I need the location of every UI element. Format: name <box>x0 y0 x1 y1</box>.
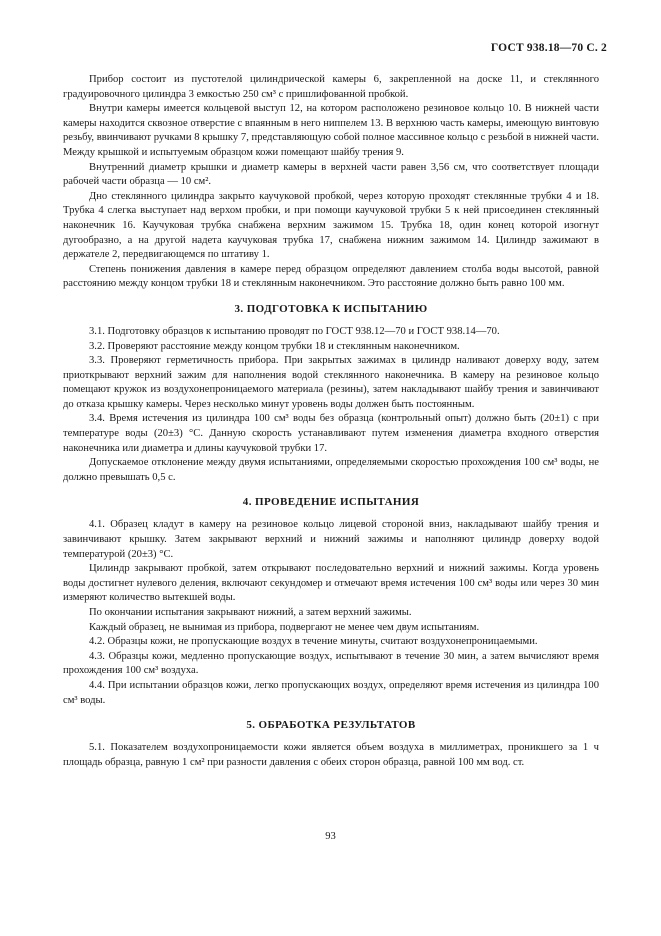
section-4-paragraph-3: По окончании испытания закрывают нижний, а затем верхний зажимы. <box>89 607 412 618</box>
section-4-heading: 4. ПРОВЕДЕНИЕ ИСПЫТАНИЯ <box>242 496 420 509</box>
section-4-paragraph-7: 4.4. При испытании образцов кожи, легко пропускающих воздух, определяют время истечения из цилиндра 100 см³ воды. <box>63 679 599 706</box>
section-5-heading: 5. ОБРАБОТКА РЕЗУЛЬТАТОВ <box>246 719 416 732</box>
section-4-paragraph-4: Каждый образец, не вынимая из прибора, подвергают не менее чем двум испытаниям. <box>89 621 480 633</box>
page-content <box>63 73 599 770</box>
page-header: ГОСТ 938.18—70 С. 2 <box>490 42 607 54</box>
section-4-paragraph-2: Цилиндр закрывают пробкой, затем открывают последовательно верхний и нижний зажимы. Когда уровень воды достигнет нулевого деления, включают секундомер и отмечают время истечения 100 см³ воды или через 30 мин измеряют количество вытекшей воды. <box>63 563 599 604</box>
intro-paragraph-4: Дно стеклянного цилиндра закрыто каучуковой пробкой, через которую проходят стеклянные трубки 4 и 18. Трубка 4 слегка выступает над верхом пробки, и при помощи каучуковой трубки 5 к ней присоединен стеклянный наконечник 16. Каучуковая трубка снабжена верхним зажимом 15. Трубка 18, один конец которой изогнут дугообразно, а на другой надета каучуковая трубка 17, снабжена нижним зажимом 14. Цилиндр зажимают в держателе 2, передвигающемся по штативу 1. <box>63 190 599 261</box>
section-3-heading: 3. ПОДГОТОВКА К ИСПЫТАНИЮ <box>234 302 428 315</box>
intro-paragraph-1: Прибор состоит из пустотелой цилиндрической камеры 6, закрепленной на доске 11, и стеклянного градуировочного цилиндра 3 емкостью 250 см³ с пришлифованной пробкой. <box>63 74 599 100</box>
page-number: 93 <box>325 831 336 842</box>
section-5-paragraph-1: 5.1. Показателем воздухопроницаемости кожи является объем воздуха в миллиметрах, проникшего за 1 ч площадь образца, равную 1 см² при разности давления с обеих сторон образца, равной 100 мм вод. ст. <box>63 742 599 768</box>
section-3-paragraph-5: Допускаемое отклонение между двумя испытаниями, определяемыми скоростью прохождения 100 см³ воды, не должно превышать 0,5 с. <box>63 457 599 483</box>
section-3-paragraph-1: 3.1. Подготовку образцов к испытанию проводят по ГОСТ 938.12—70 и ГОСТ 938.14—70. <box>89 325 500 337</box>
section-3-paragraph-4: 3.4. Время истечения из цилиндра 100 см³ воды без образца (контрольный опыт) должно быть (20±1) с при температуре воды (20±3) °С. Данную скорость устанавливают путем изменения диаметра входного отверстия наконечника или диаметра и длины каучуковой трубки 17. <box>63 413 599 454</box>
section-4-paragraph-5: 4.2. Образцы кожи, не пропускающие воздух в течение минуты, считают воздухонепроницаемыми. <box>89 636 538 648</box>
intro-paragraph-3: Внутренний диаметр крышки и диаметр камеры в верхней части равен 3,56 см, что соответствует площади рабочей части образца — 10 см². <box>63 161 599 188</box>
section-3-paragraph-2: 3.2. Проверяют расстояние между концом трубки 18 и стеклянным наконечником. <box>89 340 460 352</box>
section-4-paragraph-1: 4.1. Образец кладут в камеру на резиновое кольцо лицевой стороной вниз, накладывают шайбу трения и завинчивают крышку. Затем закрывают верхний и нижний зажимы и наполняют цилиндр доверху водой температурой (20±3) °С. <box>63 519 599 560</box>
intro-paragraph-2: Внутри камеры имеется кольцевой выступ 12, на котором расположено резиновое кольцо 10. В нижней части камеры находится сквозное отверстие с впаянным в него ниппелем 13. В верхнюю часть камеры, имеющую винтовую резьбу, ввинчивают ручками 8 крышку 7, представляющую собой полное массивное кольцо с резьбой в нижней части. Между крышкой и испытуемым образцом кожи помещают шайбу трения 9. <box>63 103 599 158</box>
intro-paragraph-5: Степень понижения давления в камере перед образцом определяют давлением столба воды высотой, равной расстоянию между концом трубки 18 и стеклянным наконечником. Это расстояние должно быть равно 100 мм. <box>63 263 599 290</box>
section-3-paragraph-3: 3.3. Проверяют герметичность прибора. При закрытых зажимах в цилиндр наливают доверху воду, затем приоткрывают верхний зажим для наполнения водой стеклянного наконечника. В камеру на резиновое кольцо помещают кружок из воздухонепроницаемого материала (резины), затем накладывают шайбу трения и завинчивают до отказа крышку камеры. Через несколько минут уровень воды должен быть постоянным. <box>63 355 599 410</box>
section-4-paragraph-6: 4.3. Образцы кожи, медленно пропускающие воздух, испытывают в течение 30 мин, а затем вычисляют время прохождения 100 см³ воздуха. <box>63 650 599 677</box>
